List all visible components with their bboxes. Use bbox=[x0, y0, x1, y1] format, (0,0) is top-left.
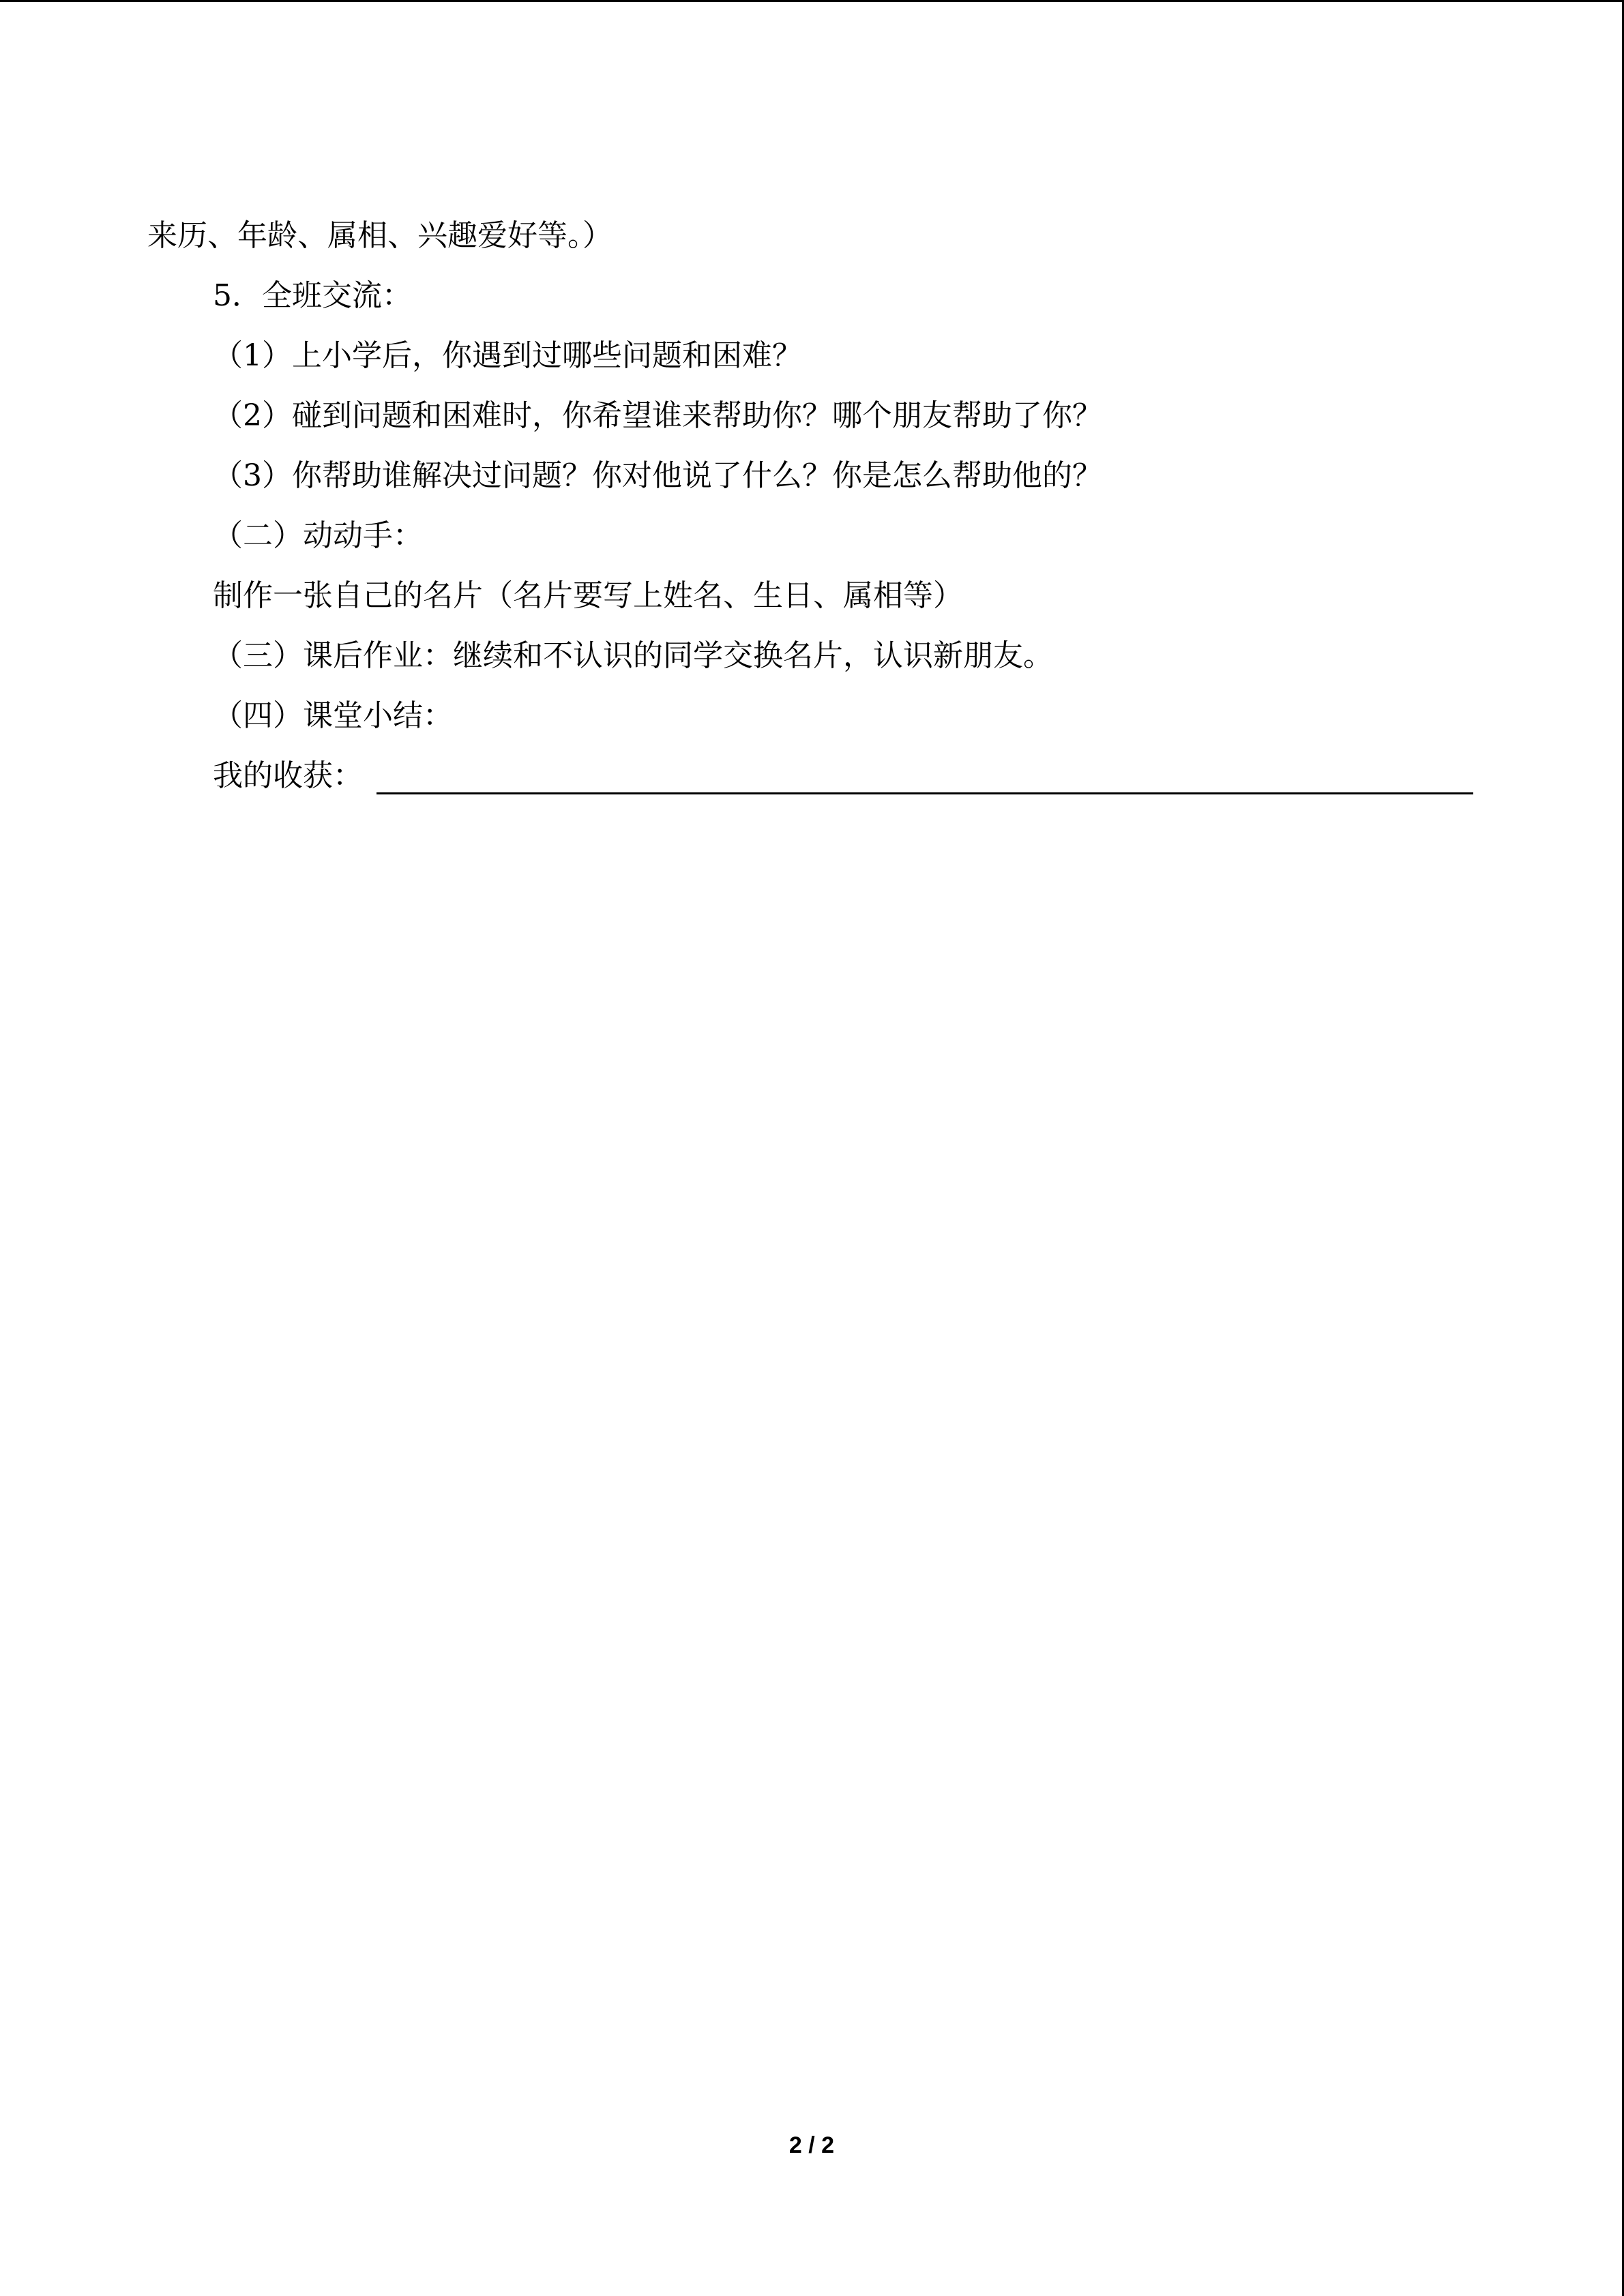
page-number: 2 / 2 bbox=[788, 2132, 835, 2158]
item-5-class-discussion: 5．全班交流： bbox=[213, 278, 412, 313]
paragraph-continuation: 来历、年龄、属相、兴趣爱好等。） bbox=[147, 218, 612, 253]
my-gains-label: 我的收获： bbox=[213, 758, 363, 793]
homework-section: （三）课后作业：继续和不认识的同学交换名片，认识新朋友。 bbox=[213, 638, 1053, 673]
summary-heading: （四）课堂小结： bbox=[213, 698, 453, 733]
page-top-border bbox=[0, 0, 1624, 2]
section-hands-on-heading: （二）动动手： bbox=[213, 518, 423, 553]
hands-on-task: 制作一张自己的名片（名片要写上姓名、生日、属相等） bbox=[213, 578, 963, 613]
question-1: （1）上小学后，你遇到过哪些问题和困难？ bbox=[213, 338, 802, 373]
my-gains-answer-blank bbox=[377, 792, 1473, 794]
question-2: （2）碰到问题和困难时，你希望谁来帮助你？哪个朋友帮助了你？ bbox=[213, 398, 1102, 433]
question-3: （3）你帮助谁解决过问题？你对他说了什么？你是怎么帮助他的？ bbox=[213, 458, 1102, 493]
